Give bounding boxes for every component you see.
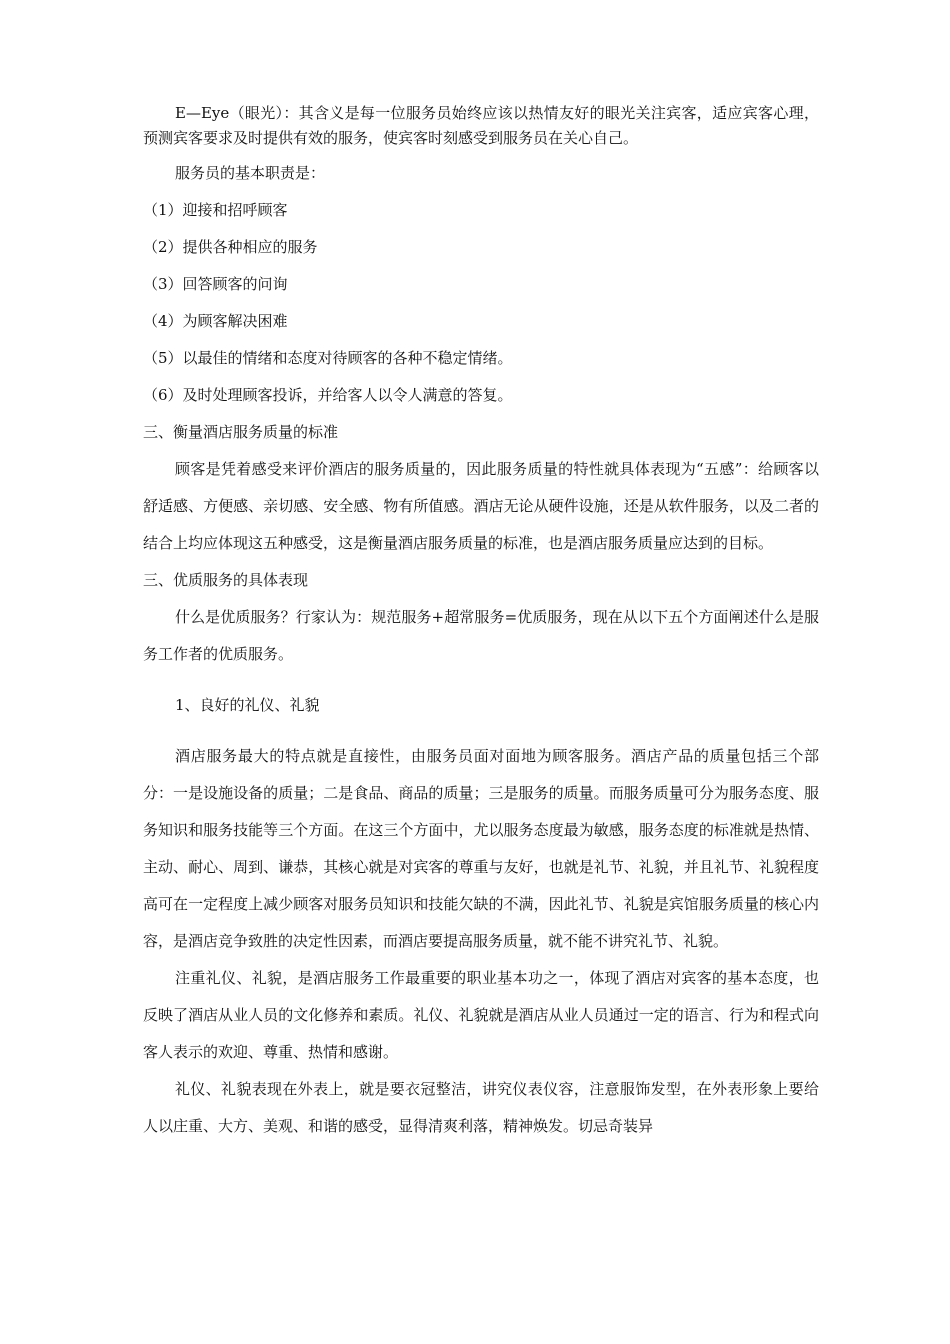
paragraph-etiquette-importance: 注重礼仪、礼貌，是酒店服务工作最重要的职业基本功之一，体现了酒店对宾客的基本态度，也反映了酒店从业人员的文化修养和素质。礼仪、礼貌就是酒店从业人员通过一定的语言、行为和程式向客人表示的欢迎、尊重、热情和感谢。 bbox=[143, 969, 819, 1061]
list-item: （5）以最佳的情绪和态度对待顾客的各种不稳定情绪。 bbox=[143, 349, 513, 367]
list-item: （6）及时处理顾客投诉，并给客人以令人满意的答复。 bbox=[143, 386, 513, 404]
paragraph-etiquette-appearance: 礼仪、礼貌表现在外表上，就是要衣冠整洁，讲究仪表仪容，注意服饰发型，在外表形象上要给人以庄重、大方、美观、和谐的感受，显得清爽利落，精神焕发。切忌奇装异 bbox=[143, 1080, 819, 1135]
list-item: （3）回答顾客的问询 bbox=[143, 275, 288, 293]
document-page bbox=[143, 101, 819, 1145]
section-heading-quality-standard: 三、衡量酒店服务质量的标准 bbox=[143, 423, 339, 441]
section-heading-quality-service: 三、优质服务的具体表现 bbox=[143, 571, 309, 589]
paragraph-duties-intro: 服务员的基本职责是： bbox=[175, 164, 326, 182]
list-item: （1）迎接和招呼顾客 bbox=[143, 201, 288, 219]
subsection-heading-etiquette: 1、良好的礼仪、礼貌 bbox=[175, 696, 320, 714]
paragraph-five-senses: 顾客是凭着感受来评价酒店的服务质量的，因此服务质量的特性就具体表现为“五感”：给顾客以舒适感、方便感、亲切感、安全感、物有所值感。酒店无论从硬件设施，还是从软件服务，以及二者的结合上均应体现这五种感受，这是衡量酒店服务质量的标准，也是酒店服务质量应达到的目标。 bbox=[143, 460, 819, 552]
paragraph-quality-service-definition: 什么是优质服务？行家认为：规范服务+超常服务=优质服务，现在从以下五个方面阐述什么是服务工作者的优质服务。 bbox=[143, 608, 819, 663]
paragraph-eye-definition: E—Eye（眼光）：其含义是每一位服务员始终应该以热情友好的眼光关注宾客，适应宾客心理，预测宾客要求及时提供有效的服务，使宾客时刻感受到服务员在关心自己。 bbox=[143, 104, 819, 147]
paragraph-service-characteristics: 酒店服务最大的特点就是直接性，由服务员面对面地为顾客服务。酒店产品的质量包括三个部分：一是设施设备的质量；二是食品、商品的质量；三是服务的质量。而服务质量可分为服务态度、服务知识和服务技能等三个方面。在这三个方面中，尤以服务态度最为敏感，服务态度的标准就是热情、主动、耐心、周到、谦恭，其核心就是对宾客的尊重与友好，也就是礼节、礼貌，并且礼节、礼貌程度高可在一定程度上减少顾客对服务员知识和技能欠缺的不满，因此礼节、礼貌是宾馆服务质量的核心内容，是酒店竞争致胜的决定性因素，而酒店要提高服务质量，就不能不讲究礼节、礼貌。 bbox=[143, 747, 819, 950]
list-item: （4）为顾客解决困难 bbox=[143, 312, 288, 330]
list-item: （2）提供各种相应的服务 bbox=[143, 238, 318, 256]
